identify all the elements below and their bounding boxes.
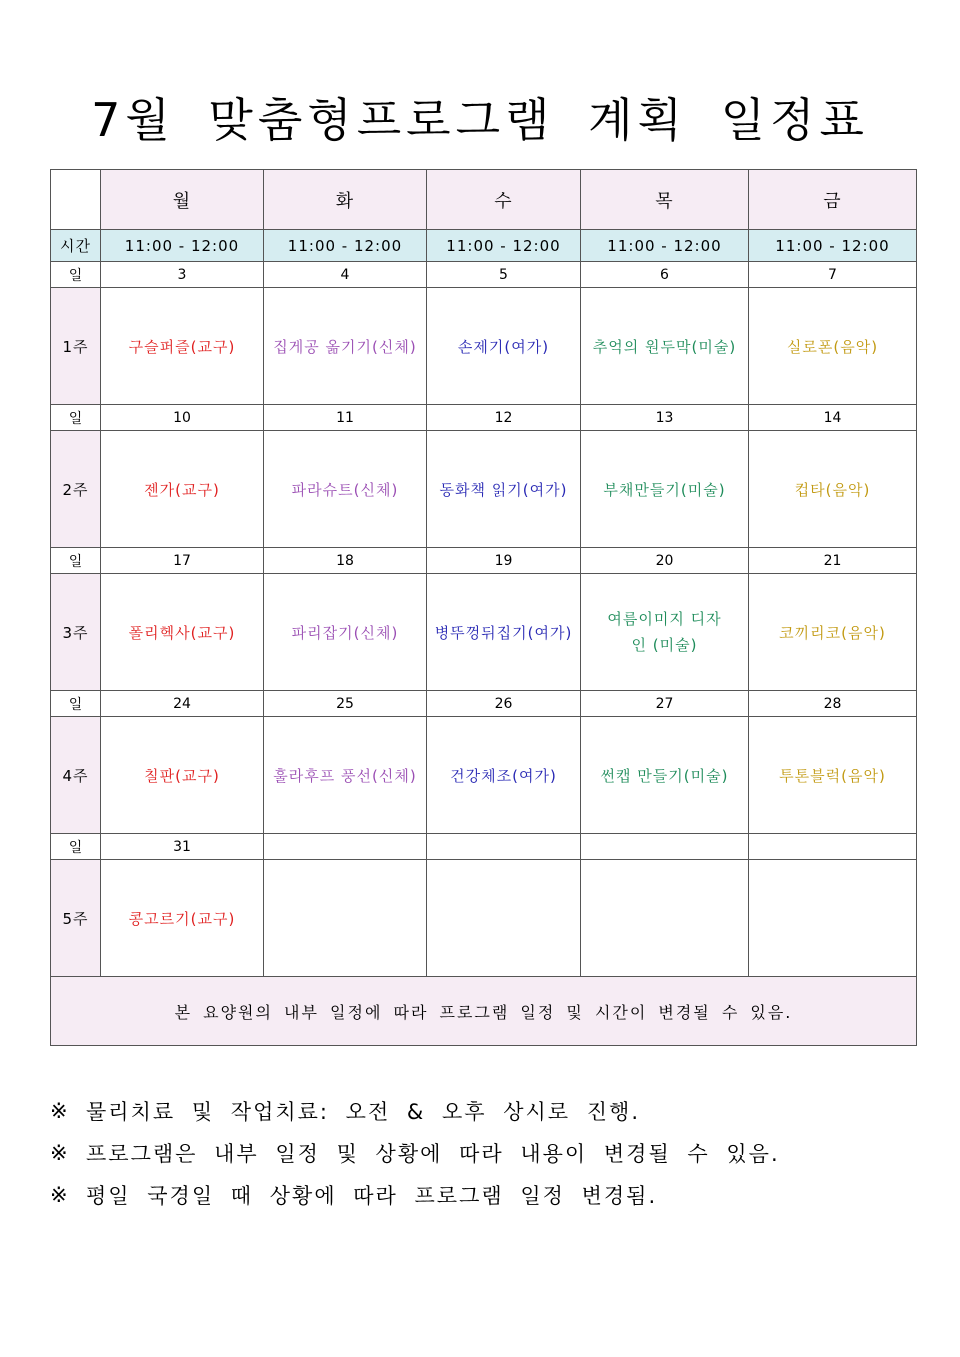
date-cell: 24	[101, 691, 264, 717]
day-header-row	[51, 170, 917, 230]
remark-text: 물리치료 및 작업치료: 오전 & 오후 상시로 진행.	[86, 1100, 640, 1124]
date-cell: 6	[581, 262, 749, 288]
date-label: 일	[51, 691, 101, 717]
day-header-mon: 월	[101, 170, 264, 230]
program-row	[51, 717, 917, 834]
reference-mark-icon: ※	[50, 1141, 70, 1165]
program-cell: 썬캡 만들기(미술)	[581, 717, 749, 834]
date-cell: 5	[427, 262, 581, 288]
date-cell: 11	[264, 405, 427, 431]
remark-text: 평일 국경일 때 상황에 따라 프로그램 일정 변경됨.	[86, 1184, 658, 1208]
program-cell: 추억의 원두막(미술)	[581, 288, 749, 405]
time-cell: 11:00 - 12:00	[427, 230, 581, 262]
date-cell: 27	[581, 691, 749, 717]
program-cell: 손제기(여가)	[427, 288, 581, 405]
date-cell: 25	[264, 691, 427, 717]
date-cell: 28	[749, 691, 917, 717]
schedule-table	[50, 169, 917, 1046]
schedule-footnote: 본 요양원의 내부 일정에 따라 프로그램 일정 및 시간이 변경될 수 있음.	[51, 977, 917, 1046]
date-cell: 21	[749, 548, 917, 574]
date-cell: 18	[264, 548, 427, 574]
program-cell: 동화책 읽기(여가)	[427, 431, 581, 548]
program-cell: 칠판(교구)	[101, 717, 264, 834]
time-label: 시간	[51, 230, 101, 262]
program-cell: 병뚜껑뒤집기(여가)	[427, 574, 581, 691]
program-cell: 코끼리코(음악)	[749, 574, 917, 691]
date-row	[51, 691, 917, 717]
week-label: 1주	[51, 288, 101, 405]
date-row	[51, 548, 917, 574]
date-cell: 13	[581, 405, 749, 431]
date-cell: 31	[101, 834, 264, 860]
date-label: 일	[51, 405, 101, 431]
program-cell: 여름이미지 디자인 (미술)	[581, 574, 749, 691]
program-cell: 실로폰(음악)	[749, 288, 917, 405]
program-row	[51, 431, 917, 548]
date-cell	[749, 834, 917, 860]
day-header-wed: 수	[427, 170, 581, 230]
reference-mark-icon: ※	[50, 1099, 70, 1123]
date-label: 일	[51, 834, 101, 860]
program-cell: 파라슈트(신체)	[264, 431, 427, 548]
date-cell	[581, 834, 749, 860]
program-cell: 집게공 옮기기(신체)	[264, 288, 427, 405]
day-header-thu: 목	[581, 170, 749, 230]
remarks-list	[50, 1090, 930, 1216]
program-cell	[581, 860, 749, 977]
program-cell	[749, 860, 917, 977]
program-cell: 구슬퍼즐(교구)	[101, 288, 264, 405]
week-label: 4주	[51, 717, 101, 834]
date-row	[51, 834, 917, 860]
program-cell: 부채만들기(미술)	[581, 431, 749, 548]
program-cell: 젠가(교구)	[101, 431, 264, 548]
date-cell: 12	[427, 405, 581, 431]
date-row	[51, 405, 917, 431]
date-cell: 26	[427, 691, 581, 717]
program-cell: 콩고르기(교구)	[101, 860, 264, 977]
date-cell: 20	[581, 548, 749, 574]
date-cell: 3	[101, 262, 264, 288]
date-cell	[264, 834, 427, 860]
program-cell: 컵타(음악)	[749, 431, 917, 548]
date-row	[51, 262, 917, 288]
program-cell	[264, 860, 427, 977]
day-header-fri: 금	[749, 170, 917, 230]
date-label: 일	[51, 262, 101, 288]
day-header-tue: 화	[264, 170, 427, 230]
week-label: 3주	[51, 574, 101, 691]
date-cell: 14	[749, 405, 917, 431]
remark-item	[50, 1090, 930, 1132]
week-label: 2주	[51, 431, 101, 548]
time-cell: 11:00 - 12:00	[101, 230, 264, 262]
time-cell: 11:00 - 12:00	[749, 230, 917, 262]
date-cell: 10	[101, 405, 264, 431]
date-cell	[427, 834, 581, 860]
program-cell: 훌라후프 풍선(신체)	[264, 717, 427, 834]
program-row	[51, 574, 917, 691]
program-cell: 건강체조(여가)	[427, 717, 581, 834]
program-cell: 파리잡기(신체)	[264, 574, 427, 691]
date-cell: 4	[264, 262, 427, 288]
week-label: 5주	[51, 860, 101, 977]
reference-mark-icon: ※	[50, 1183, 70, 1207]
date-cell: 19	[427, 548, 581, 574]
remark-item	[50, 1174, 930, 1216]
time-cell: 11:00 - 12:00	[264, 230, 427, 262]
page-title: 7월 맞춤형프로그램 계획 일정표	[91, 93, 869, 147]
program-cell: 폴리헥사(교구)	[101, 574, 264, 691]
remark-item	[50, 1132, 930, 1174]
program-row	[51, 288, 917, 405]
date-label: 일	[51, 548, 101, 574]
program-cell: 투톤블럭(음악)	[749, 717, 917, 834]
program-cell	[427, 860, 581, 977]
corner-cell	[51, 170, 101, 230]
footnote-row	[51, 977, 917, 1046]
date-cell: 7	[749, 262, 917, 288]
remark-text: 프로그램은 내부 일정 및 상황에 따라 내용이 변경될 수 있음.	[86, 1142, 780, 1166]
program-row	[51, 860, 917, 977]
time-cell: 11:00 - 12:00	[581, 230, 749, 262]
date-cell: 17	[101, 548, 264, 574]
time-row	[51, 230, 917, 262]
